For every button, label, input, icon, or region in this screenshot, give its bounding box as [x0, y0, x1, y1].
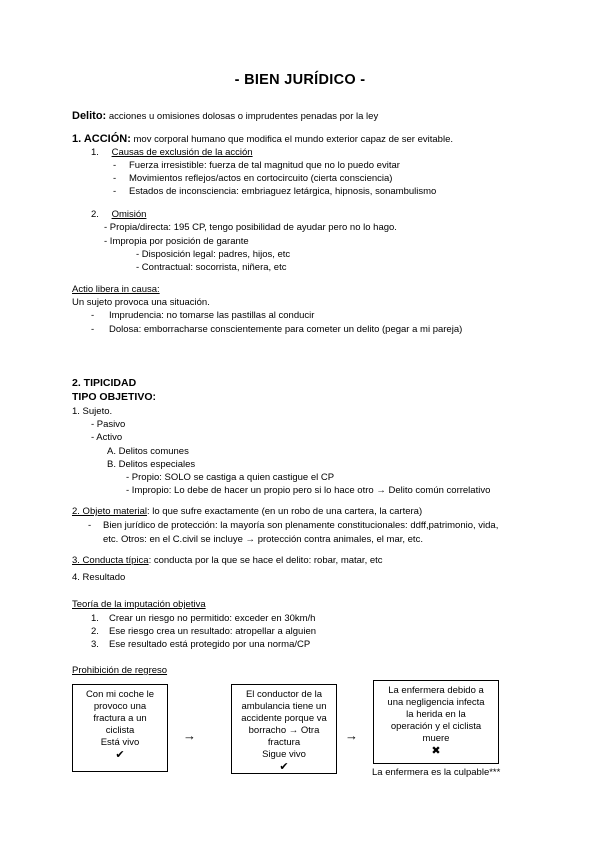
list-item: Ese resultado está protegido por una norma/CP — [109, 639, 311, 650]
regreso-box-2 — [231, 684, 337, 774]
teoria-number: 3. — [91, 639, 99, 650]
pasivo-item: - Pasivo — [91, 419, 126, 430]
box-line: Sigue vivo — [262, 749, 306, 760]
box-line: provoco una — [93, 701, 147, 712]
omision-impropia: - Impropia por posición de garante — [104, 236, 249, 247]
delitos-comunes: A. Delitos comunes — [107, 446, 189, 457]
sujeto-item: 1. Sujeto. — [72, 406, 113, 417]
arrow-icon: → — [345, 728, 358, 743]
causas-number: 1. — [91, 147, 99, 158]
box-line: una negligencia infecta — [387, 697, 485, 708]
box-line: accidente porque va — [241, 713, 327, 724]
accion-line — [72, 133, 453, 145]
delitos-especiales: B. Delitos especiales — [107, 459, 196, 470]
tipicidad-heading: 2. TIPICIDAD — [72, 377, 137, 389]
teoria-label: Teoría de la imputación objetiva — [72, 599, 206, 610]
check-icon: ✔ — [115, 749, 125, 761]
list-item: Ese riesgo crea un resultado: atropellar a alguien — [109, 626, 317, 637]
tipo-objetivo-heading: TIPO OBJETIVO: — [72, 391, 157, 403]
regreso-label: Prohibición de regreso — [72, 665, 168, 676]
bien-bullet: - — [88, 520, 92, 531]
box-line: muere — [422, 733, 450, 744]
culpable-note: La enfermera es la culpable*** — [372, 767, 501, 778]
accion-definition: mov corporal humano que modifica el mundo exterior capaz de ser evitable. — [133, 134, 453, 145]
omision-disposicion: - Disposición legal: padres, hijos, etc — [136, 249, 291, 260]
page-title: - BIEN JURÍDICO - — [234, 72, 366, 88]
box-line: borracho → Otra — [248, 725, 320, 736]
delito-term: Delito: — [72, 110, 107, 122]
delito-line — [72, 110, 378, 122]
box-line: La enfermera debido a — [388, 685, 484, 696]
accion-heading: 1. ACCIÓN: — [72, 133, 131, 145]
delito-impropio: - Impropio: Lo debe de hacer un propio pero si lo hace otro → Delito común correlativo — [126, 485, 491, 496]
resultado-item: 4. Resultado — [72, 572, 126, 583]
actio-bullet: - — [91, 324, 95, 335]
list-item: Estados de inconsciencia: embriaguez letárgica, hipnosis, sonambulismo — [129, 186, 437, 197]
conducta-tipica-line — [72, 555, 383, 566]
omision-number: 2. — [91, 209, 99, 220]
box-line: El conductor de la — [245, 689, 323, 700]
check-icon: ✔ — [279, 761, 289, 773]
causas-label: Causas de exclusión de la acción — [111, 147, 253, 158]
arrow-icon: → — [183, 728, 196, 743]
activo-item: - Activo — [91, 432, 123, 443]
conducta-tipica-label: 3. Conducta típica — [72, 555, 149, 566]
box-line: operación y el ciclista — [390, 721, 482, 732]
conducta-tipica-text: : conducta por la que se hace el delito: robar, matar, etc — [148, 555, 383, 566]
cross-icon: ✖ — [431, 745, 441, 757]
causas-bullet: - — [113, 173, 117, 184]
box-line: ambulancia tiene un — [241, 701, 327, 712]
delito-definition: acciones u omisiones dolosas o imprudentes penadas por la ley — [108, 111, 379, 122]
box-line: la herida en la — [406, 709, 466, 720]
actio-line: Un sujeto provoca una situación. — [72, 297, 210, 308]
actio-label: Actio libera in causa: — [72, 284, 160, 295]
list-item: Imprudencia: no tomarse las pastillas al conducir — [109, 310, 315, 321]
list-item: Crear un riesgo no permitido: exceder en 30km/h — [109, 613, 316, 624]
delito-propio: - Propio: SOLO se castiga a quien castigue el CP — [126, 472, 335, 483]
actio-bullet: - — [91, 310, 95, 321]
objeto-material-line — [72, 506, 422, 517]
causas-bullet: - — [113, 160, 117, 171]
box-line: Está vivo — [100, 737, 140, 748]
regreso-box-1 — [72, 684, 168, 772]
omision-heading — [91, 209, 146, 220]
bien-juridico-line-2: etc. Otros: en el C.civil se incluye → protección contra animales, el mar, etc. — [103, 534, 423, 545]
box-line: fractura a un — [93, 713, 147, 724]
omision-propia: - Propia/directa: 195 CP, tengo posibilidad de ayudar pero no lo hago. — [104, 222, 397, 233]
list-item: Dolosa: emborracharse conscientemente para cometer un delito (pegar a mi pareja) — [109, 324, 463, 335]
box-line: Con mi coche le — [85, 689, 155, 700]
list-item: Movimientos reflejos/actos en cortocircuito (cierta consciencia) — [129, 173, 393, 184]
box-line: fractura — [267, 737, 301, 748]
box-line: ciclista — [105, 725, 135, 736]
regreso-box-3 — [373, 680, 499, 764]
omision-label: Omisión — [111, 209, 147, 220]
causas-heading — [91, 147, 253, 158]
teoria-number: 1. — [91, 613, 99, 624]
objeto-material-label: 2. Objeto material — [72, 506, 147, 517]
objeto-material-text: : lo que sufre exactamente (en un robo de una cartera, la cartera) — [146, 506, 423, 517]
list-item: Fuerza irresistible: fuerza de tal magnitud que no lo puedo evitar — [129, 160, 400, 171]
bien-juridico-line-1: Bien jurídico de protección: la mayoría son plenamente constitucionales: ddff,patrimonio, vida, — [103, 520, 499, 531]
omision-contractual: - Contractual: socorrista, niñera, etc — [136, 262, 287, 273]
causas-bullet: - — [113, 186, 117, 197]
teoria-number: 2. — [91, 626, 99, 637]
